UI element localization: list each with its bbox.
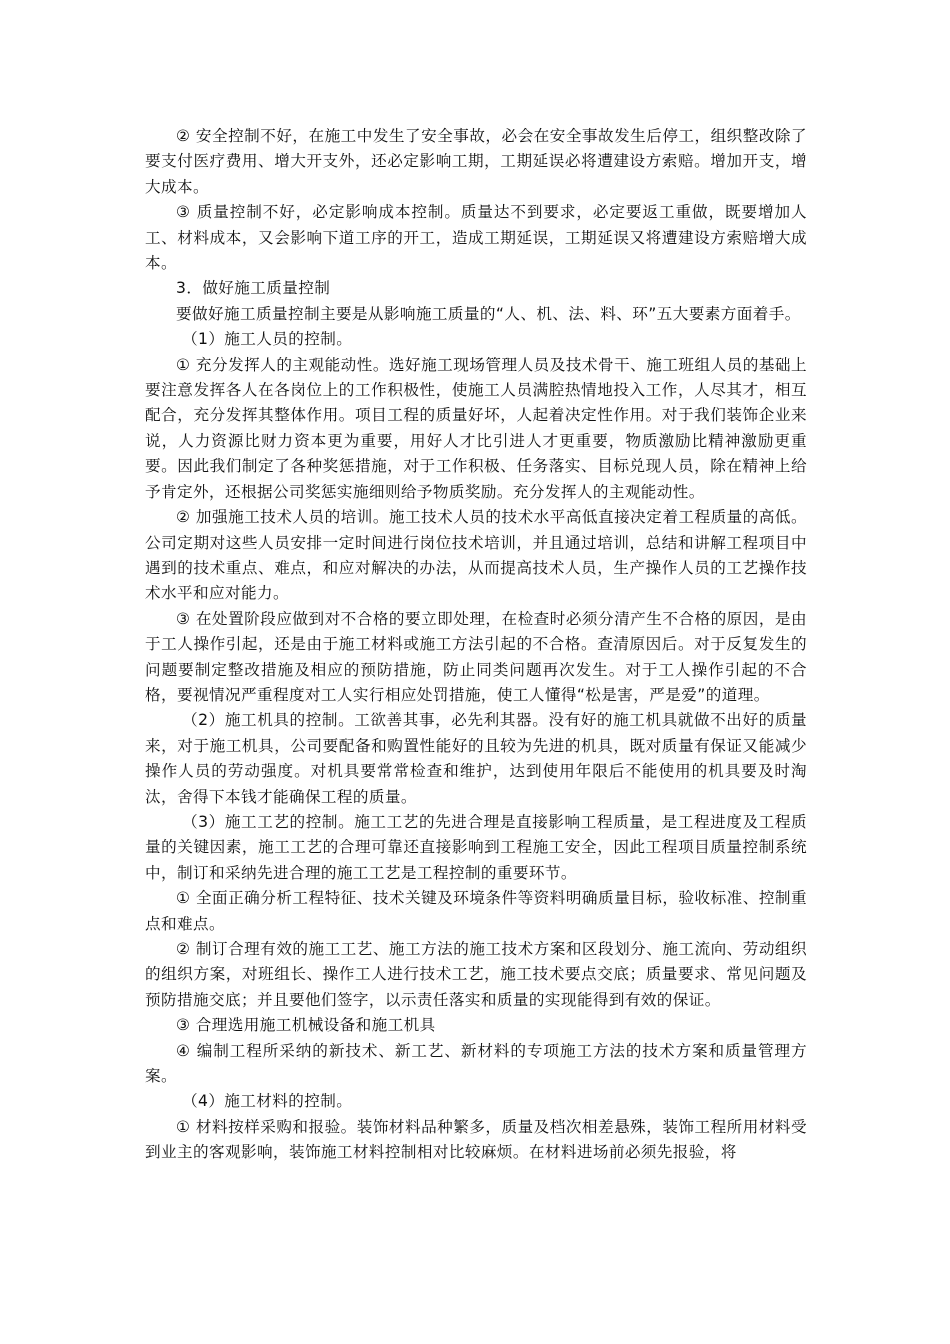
subheading-personnel-control: （1）施工人员的控制。 xyxy=(182,330,353,349)
paragraph-initiative: ① 充分发挥人的主观能动性。选好施工现场管理人员及技术骨干、施工班组人员的基础上要注意发挥各人在各岗位上的工作积极性，使施工人员满腔热情地投入工作，人尽其才，相互配合，充分发挥其整体作用。项目工程的质量好坏，人起着决定性作用。对于我们装饰企业来说，人力资源比财力资本更为重要，用好人才比引进人才更重要，物质激励比精神激励更重要。因此我们制定了各种奖惩措施，对于工作积极、任务落实、目标兑现人员，除在精神上给予肯定外，还根据公司奖惩实施细则给予物质奖励。充分发挥人的主观能动性。 xyxy=(145,355,807,501)
paragraph-equipment-selection: ③ 合理选用施工机械设备和施工机具 xyxy=(176,1016,436,1035)
paragraph-process-control: （3）施工工艺的控制。施工工艺的先进合理是直接影响工程质量，是工程进度及工程质量的关键因素，施工工艺的合理可靠还直接影响到工程施工安全，因此工程项目质量控制系统中，制订和采纳先进合理的施工工艺是工程控制的重要环节。 xyxy=(145,812,807,882)
paragraph-training: ② 加强施工技术人员的培训。施工技术人员的技术水平高低直接决定着工程质量的高低。公司定期对这些人员安排一定时间进行岗位技术培训，并且通过培训，总结和讲解工程项目中遇到的技术重点、难点，和应对解决的办法，从而提高技术人员，生产操作人员的工艺操作技术水平和应对能力。 xyxy=(145,508,807,603)
paragraph-material-inspection: ① 材料按样采购和报验。装饰材料品种繁多，质量及档次相差悬殊，装饰工程所用材料受到业主的客观影响，装饰施工材料控制相对比较麻烦。在材料进场前必须先报验，将 xyxy=(145,1117,807,1162)
paragraph-safety-control: ② 安全控制不好，在施工中发生了安全事故，必会在安全事故发生后停工，组织整改除了要支付医疗费用、增大开支外，还必定影响工期，工期延误必将遭建设方索赔。增加开支，增大成本。 xyxy=(145,127,807,196)
paragraph-new-technology: ④ 编制工程所采纳的新技术、新工艺、新材料的专项施工方法的技术方案和质量管理方案。 xyxy=(145,1041,807,1086)
subheading-material-control: （4）施工材料的控制。 xyxy=(182,1092,353,1111)
paragraph-machinery-control: （2）施工机具的控制。工欲善其事，必先利其器。没有好的施工机具就做不出好的质量来，对于施工机具，公司要配备和购置性能好的且较为先进的机具，既对质量有保证又能减少操作人员的劳动强度。对机具要常常检查和维护，达到使用年限后不能使用的机具要及时淘汰，舍得下本钱才能确保工程的质量。 xyxy=(145,711,807,806)
document-body xyxy=(145,124,807,1166)
paragraph-analysis: ① 全面正确分析工程特征、技术关键及环境条件等资料明确质量目标，验收标准、控制重点和难点。 xyxy=(145,889,807,933)
paragraph-nonconformance: ③ 在处置阶段应做到对不合格的要立即处理，在检查时必须分清产生不合格的原因，是由于工人操作引起，还是由于施工材料或施工方法引起的不合格。查清原因后。对于反复发生的问题要制定整改措施及相应的预防措施，防止同类问题再次发生。对于工人操作引起的不合格，要视情况严重程度对工人实行相应处罚措施，使工人懂得“松是害，严是爱”的道理。 xyxy=(145,609,807,704)
section-heading-quality-control: 3．做好施工质量控制 xyxy=(176,279,331,298)
paragraph-five-factors: 要做好施工质量控制主要是从影响施工质量的“人、机、法、料、环”五大要素方面着手。 xyxy=(176,304,801,323)
paragraph-technical-plan: ② 制订合理有效的施工工艺、施工方法的施工技术方案和区段划分、施工流向、劳动组织的组织方案，对班组长、操作工人进行技术工艺，施工技术要点交底；质量要求、常见问题及预防措施交底；并且要他们签字，以示责任落实和质量的实现能得到有效的保证。 xyxy=(145,940,807,1009)
paragraph-quality-control-cost: ③ 质量控制不好，必定影响成本控制。质量达不到要求，必定要返工重做，既要增加人工、材料成本，又会影响下道工序的开工，造成工期延误，工期延误又将遭建设方索赔增大成本。 xyxy=(145,203,807,273)
